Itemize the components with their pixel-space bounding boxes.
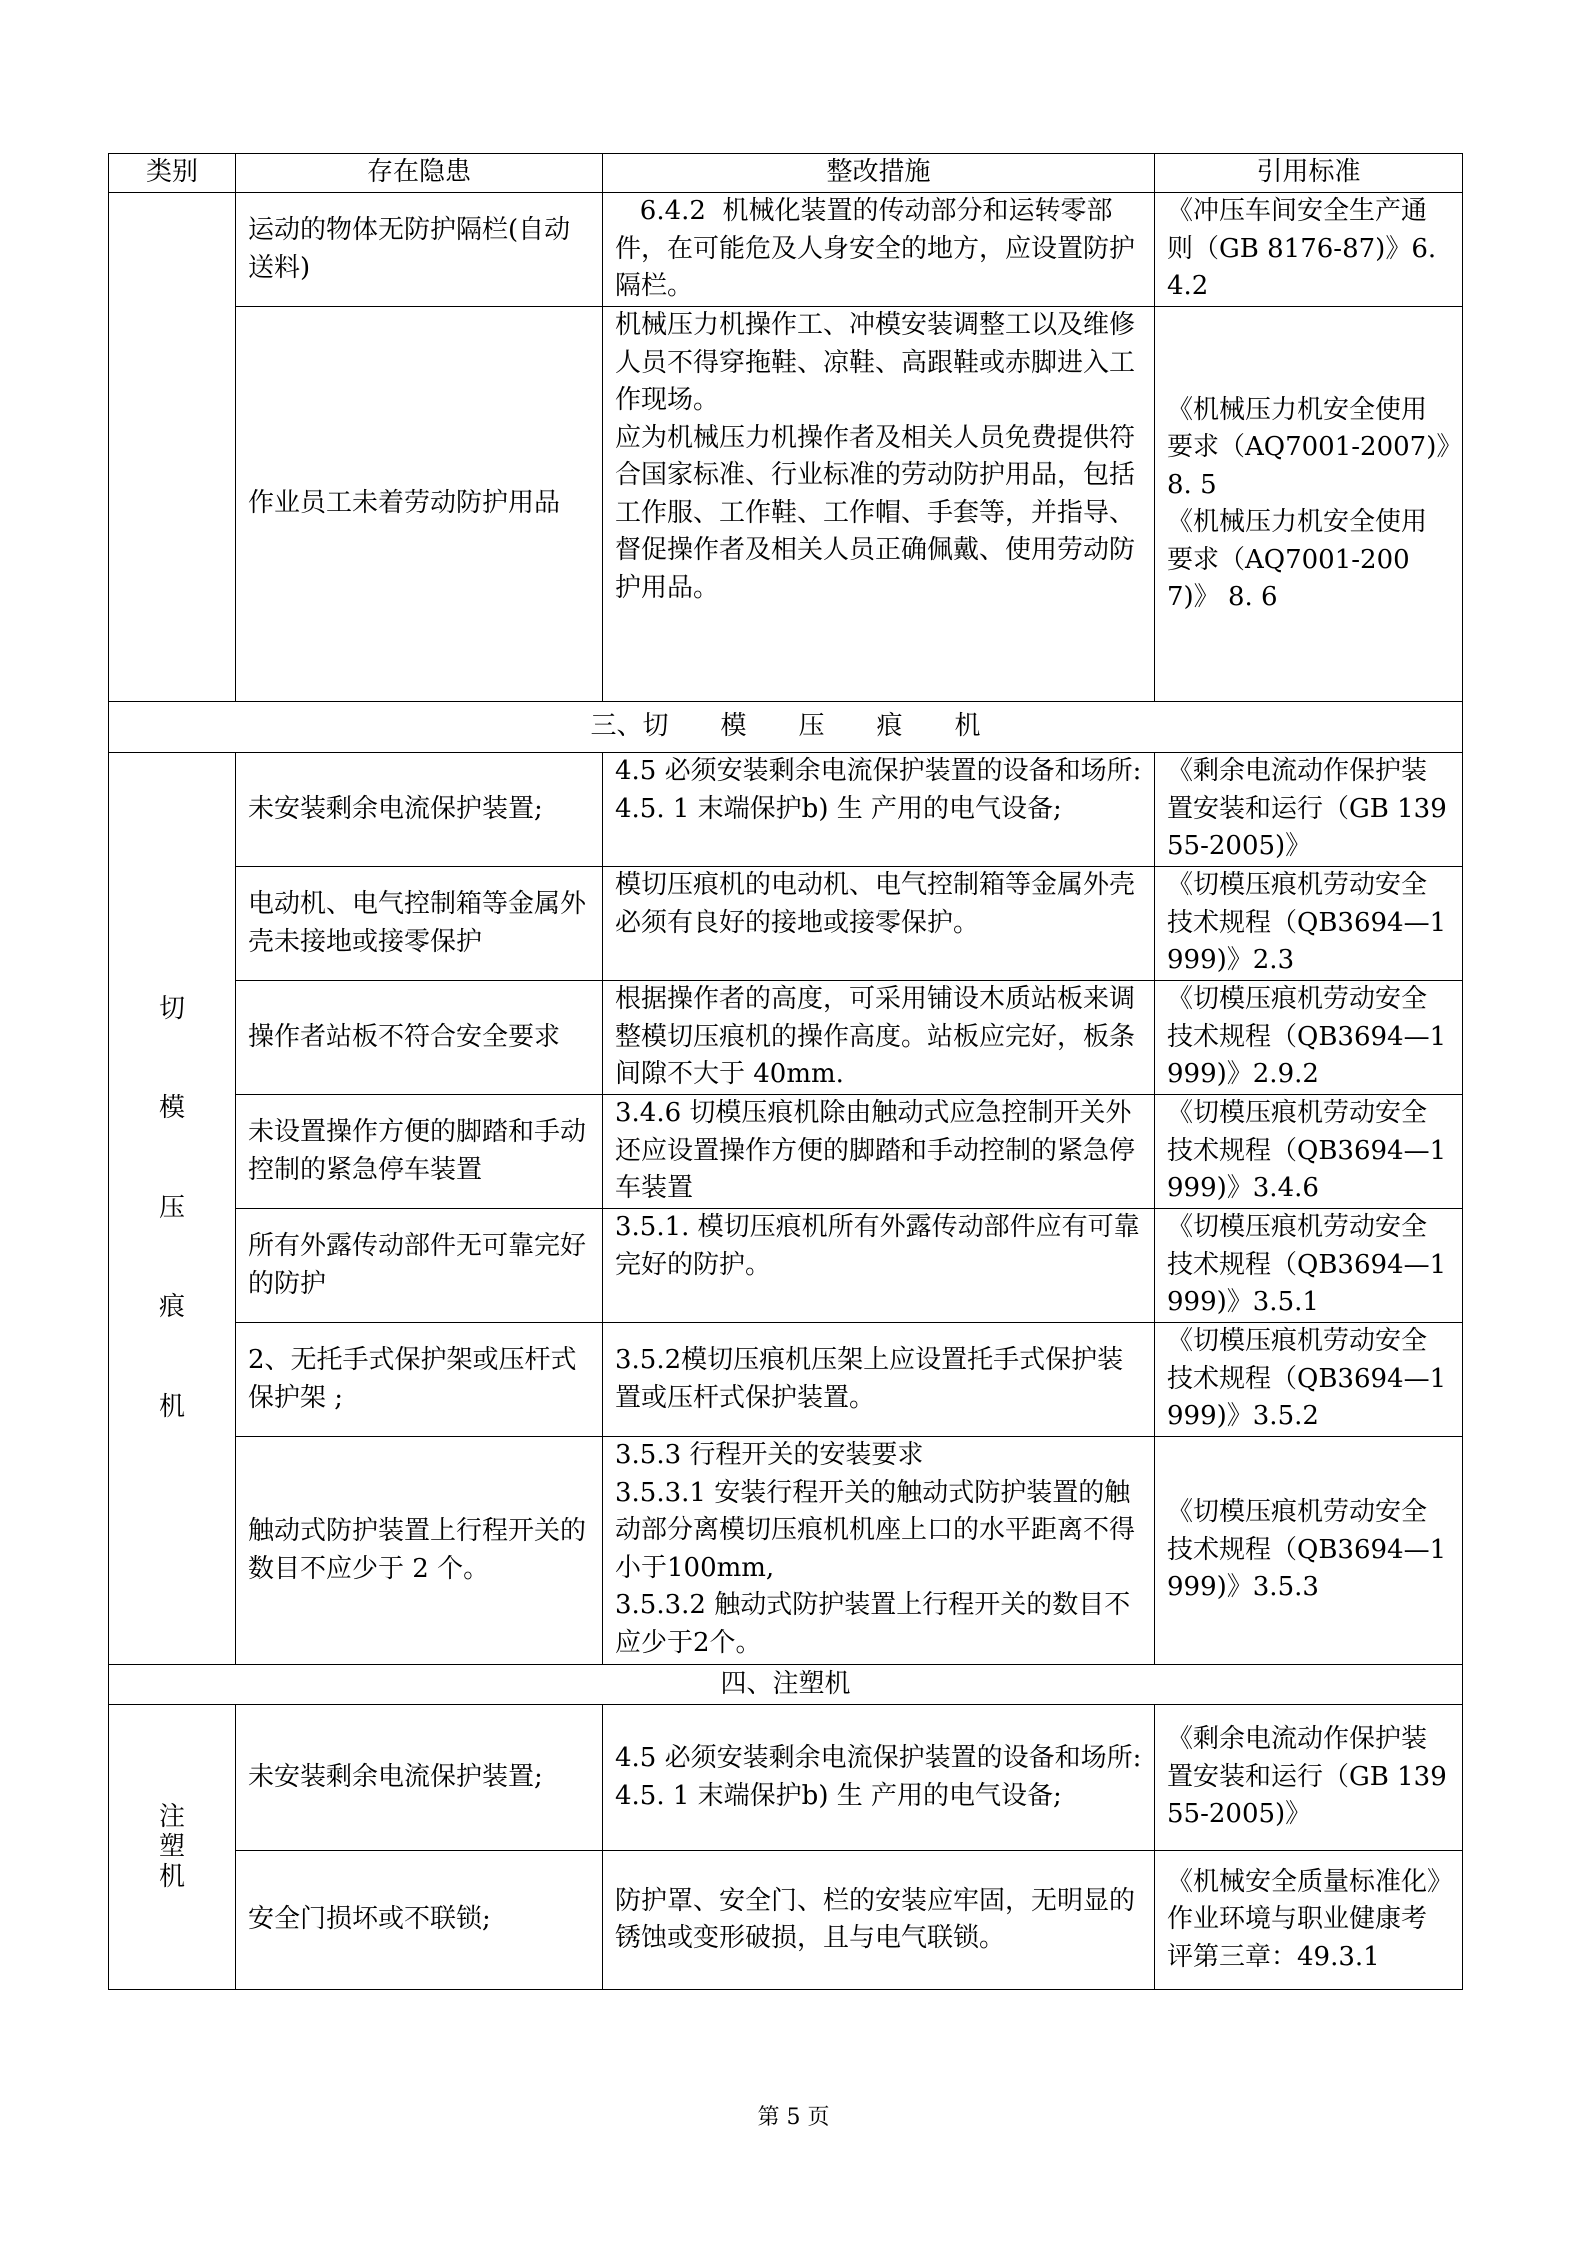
header-category: 类别 [109,154,236,193]
standard-cell: 《机械压力机安全使用要求（AQ7001-2007)》8. 5 《机械压力机安全使用要求（AQ7001-2007)》 8. 6 [1155,307,1463,702]
hazard-cell: 所有外露传动部件无可靠完好的防护 [236,1209,603,1323]
measure-cell: 3.5.3 行程开关的安装要求 3.5.3.1 安装行程开关的触动式防护装置的触动部分离模切压痕机机座上口的水平距离不得小于100mm, 3.5.3.2 触动式防护装置上行程开关的数目不应少于2个。 [603,1437,1155,1665]
table-row [109,307,1463,702]
hazard-cell: 作业员工未着劳动防护用品 [236,307,603,702]
section-header-row [109,702,1463,753]
table-row [109,1705,1463,1851]
standard-cell: 《机械安全质量标准化》作业环境与职业健康考评第三章：49.3.1 [1155,1851,1463,1990]
section-title: 三、切 模 压 痕 机 [109,702,1463,753]
measure-cell: 机械压力机操作工、冲模安装调整工以及维修人员不得穿拖鞋、凉鞋、高跟鞋或赤脚进入工作现场。 应为机械压力机操作者及相关人员免费提供符合国家标准、行业标准的劳动防护用品，包括工作服、工作鞋、工作帽、手套等，并指导、督促操作者及相关人员正确佩戴、使用劳动防护用品。 [603,307,1155,702]
header-hazard: 存在隐患 [236,154,603,193]
hazard-cell: 安全门损坏或不联锁; [236,1851,603,1990]
page-number: 第 5 页 [757,2105,830,2130]
standard-cell: 《切模压痕机劳动安全技术规程（QB3694—1999)》2.9.2 [1155,981,1463,1095]
category-char: 模 [158,1093,185,1124]
measure-cell: 模切压痕机的电动机、电气控制箱等金属外壳必须有良好的接地或接零保护。 [603,867,1155,981]
header-standard: 引用标准 [1155,154,1463,193]
category-char: 机 [158,1862,185,1892]
measure-cell: 根据操作者的高度，可采用铺设木质站板来调整模切压痕机的操作高度。站板应完好，板条间隙不大于 40mm. [603,981,1155,1095]
hazard-cell: 2、无托手式保护架或压杆式保护架 ; [236,1323,603,1437]
measure-cell: 3.4.6 切模压痕机除由触动式应急控制开关外还应设置操作方便的脚踏和手动控制的紧急停车装置 [603,1095,1155,1209]
header-measure: 整改措施 [603,154,1155,193]
section-title: 四、注塑机 [109,1665,1463,1705]
category-char: 压 [158,1192,185,1223]
measure-cell: 4.5 必须安装剩余电流保护装置的设备和场所: 4.5. 1 末端保护b) 生 产用的电气设备; [603,753,1155,867]
measure-cell: 3.5.2模切压痕机压架上应设置托手式保护装置或压杆式保护装置。 [603,1323,1155,1437]
table-header-row [109,154,1463,193]
hazard-cell: 运动的物体无防护隔栏(自动送料) [236,193,603,307]
hazard-rectification-table [108,153,1463,1990]
measure-cell: 防护罩、安全门、栏的安装应牢固，无明显的锈蚀或变形破损，且与电气联锁。 [603,1851,1155,1990]
table-row [109,1851,1463,1990]
measure-cell: 4.5 必须安装剩余电流保护装置的设备和场所: 4.5. 1 末端保护b) 生 产用的电气设备; [603,1705,1155,1851]
table-row [109,1095,1463,1209]
hazard-cell: 未安装剩余电流保护装置; [236,1705,603,1851]
category-char: 机 [158,1391,185,1422]
section-header-row [109,1665,1463,1705]
hazard-cell: 操作者站板不符合安全要求 [236,981,603,1095]
standard-cell: 《切模压痕机劳动安全技术规程（QB3694—1999)》3.5.1 [1155,1209,1463,1323]
table-row [109,193,1463,307]
category-cell-empty [109,193,236,702]
measure-cell: 6.4.2 机械化装置的传动部分和运转零部件，在可能危及人身安全的地方，应设置防护隔栏。 [603,193,1155,307]
category-char: 注 [158,1802,185,1832]
table-row [109,753,1463,867]
standard-cell: 《剩余电流动作保护装置安装和运行（GB 13955-2005)》 [1155,753,1463,867]
table-row [109,981,1463,1095]
hazard-cell: 触动式防护装置上行程开关的数目不应少于 2 个。 [236,1437,603,1665]
measure-cell: 3.5.1. 模切压痕机所有外露传动部件应有可靠完好的防护。 [603,1209,1155,1323]
category-cell [109,753,236,1665]
standard-cell: 《冲压车间安全生产通则（GB 8176-87)》6.4.2 [1155,193,1463,307]
category-cell [109,1705,236,1990]
table-row [109,1437,1463,1665]
hazard-cell: 未设置操作方便的脚踏和手动控制的紧急停车装置 [236,1095,603,1209]
category-char: 切 [158,993,185,1024]
standard-cell: 《切模压痕机劳动安全技术规程（QB3694—1999)》3.4.6 [1155,1095,1463,1209]
category-char: 痕 [158,1292,185,1323]
table-row [109,867,1463,981]
standard-cell: 《切模压痕机劳动安全技术规程（QB3694—1999)》3.5.3 [1155,1437,1463,1665]
standard-cell: 《切模压痕机劳动安全技术规程（QB3694—1999)》2.3 [1155,867,1463,981]
category-char: 塑 [158,1832,185,1862]
table-row [109,1323,1463,1437]
standard-cell: 《剩余电流动作保护装置安装和运行（GB 13955-2005)》 [1155,1705,1463,1851]
standard-cell: 《切模压痕机劳动安全技术规程（QB3694—1999)》3.5.2 [1155,1323,1463,1437]
hazard-cell: 未安装剩余电流保护装置; [236,753,603,867]
table-row [109,1209,1463,1323]
hazard-cell: 电动机、电气控制箱等金属外壳未接地或接零保护 [236,867,603,981]
